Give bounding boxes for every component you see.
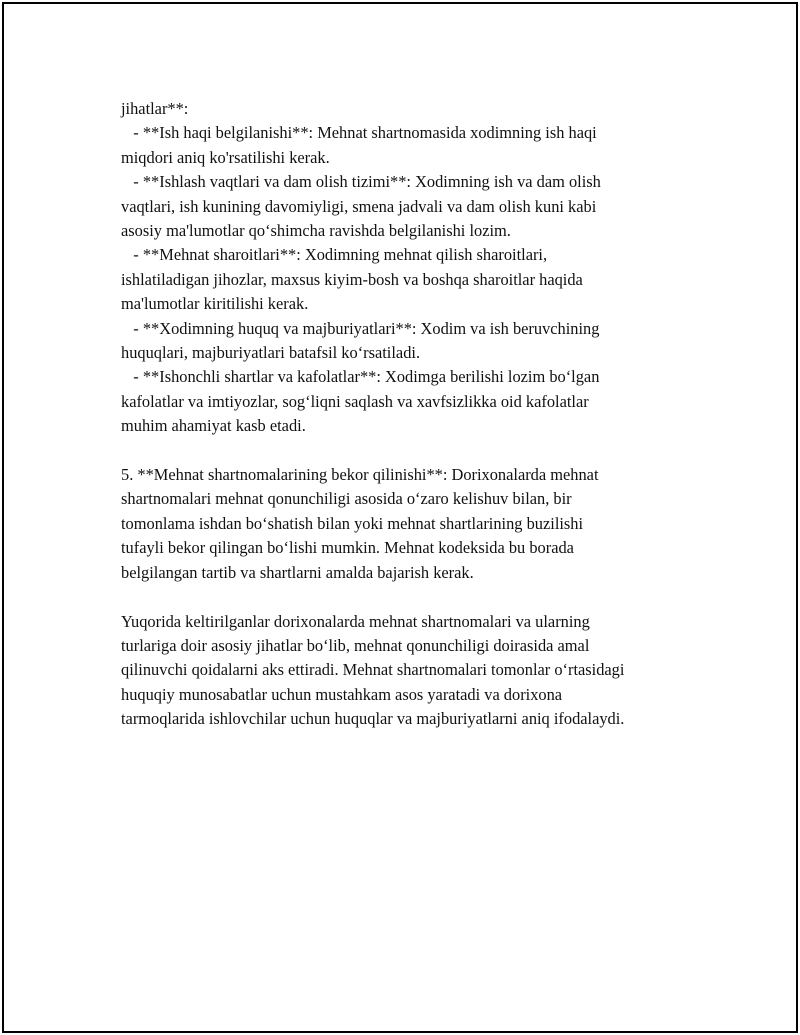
text-line: tarmoqlarida ishlovchilar uchun huquqlar va majburiyatlarni aniq ifodalaydi.	[121, 709, 625, 729]
paragraph-gap	[121, 585, 721, 609]
list-item-working-hours	[121, 170, 721, 243]
text-line: kafolatlar va imtiyozlar, sog‘liqni saqlash va xavfsizlikka oid kafolatlar	[121, 391, 589, 411]
document-body	[121, 97, 721, 732]
text-line: ishlatiladigan jihozlar, maxsus kiyim-bosh va boshqa sharoitlar haqida	[121, 269, 583, 289]
text-line: belgilangan tartib va shartlarni amalda bajarish kerak.	[121, 562, 474, 582]
text-line: miqdori aniq ko'rsatilishi kerak.	[121, 147, 330, 167]
text-line: huquqiy munosabatlar uchun mustahkam asos yaratadi va dorixona	[121, 684, 563, 704]
text-line: Yuqorida keltirilganlar dorixonalarda mehnat shartnomalari va ularning	[121, 611, 590, 631]
list-item-rights-duties	[121, 317, 721, 366]
list-item-guarantees	[121, 365, 721, 438]
paragraph-conclusion	[121, 610, 721, 732]
text-line: tomonlama ishdan bo‘shatish bilan yoki mehnat shartlarining buzilishi	[121, 513, 584, 533]
text-line: - **Ishonchli shartlar va kafolatlar**: Xodimga berilishi lozim bo‘lgan	[121, 367, 600, 387]
text-line: muhim ahamiyat kasb etadi.	[121, 416, 306, 436]
text-line: huquqlari, majburiyatlari batafsil ko‘rsatiladi.	[121, 343, 421, 363]
section-heading-continuation	[121, 97, 721, 121]
text-line: jihatlar**:	[121, 99, 189, 118]
text-line: 5. **Mehnat shartnomalarining bekor qilinishi**: Dorixonalarda mehnat	[121, 465, 599, 485]
list-item-salary	[121, 121, 721, 170]
text-line: turlariga doir asosiy jihatlar bo‘lib, mehnat qonunchiligi doirasida amal	[121, 635, 590, 655]
text-line: tufayli bekor qilingan bo‘lishi mumkin. Mehnat kodeksida bu borada	[121, 538, 574, 558]
text-line: ma'lumotlar kiritilishi kerak.	[121, 294, 309, 314]
text-line: qilinuvchi qoidalarni aks ettiradi. Mehnat shartnomalari tomonlar o‘rtasidagi	[121, 660, 625, 680]
paragraph-termination	[121, 463, 721, 585]
text-line: - **Xodimning huquq va majburiyatlari**: Xodim va ish beruvchining	[121, 318, 600, 338]
text-line: shartnomalari mehnat qonunchiligi asosida o‘zaro kelishuv bilan, bir	[121, 489, 572, 509]
text-line: - **Mehnat sharoitlari**: Xodimning mehnat qilish sharoitlari,	[121, 245, 548, 265]
text-line: vaqtlari, ish kunining davomiyligi, smena jadvali va dam olish kuni kabi	[121, 196, 597, 216]
text-line: - **Ish haqi belgilanishi**: Mehnat shartnomasida xodimning ish haqi	[121, 123, 597, 143]
list-item-working-conditions	[121, 243, 721, 316]
paragraph-gap	[121, 439, 721, 463]
page-frame	[2, 2, 798, 1033]
text-line: asosiy ma'lumotlar qo‘shimcha ravishda belgilanishi lozim.	[121, 221, 511, 241]
text-line: - **Ishlash vaqtlari va dam olish tizimi**: Xodimning ish va dam olish	[121, 172, 601, 192]
